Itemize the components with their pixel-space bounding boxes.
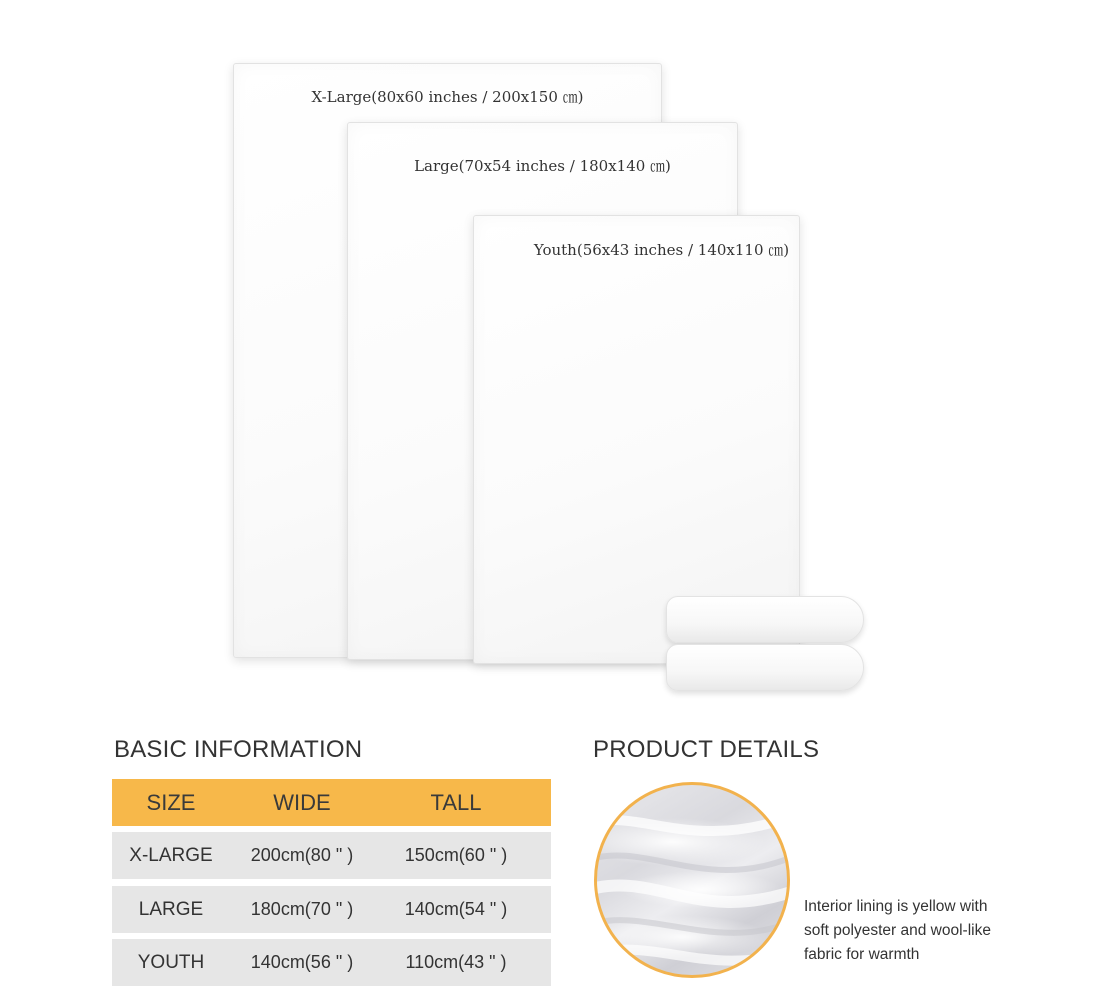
- tall-cell: 150cm(60 " ): [404, 845, 508, 865]
- description-line: fabric for warmth: [804, 946, 920, 963]
- product-details-title: PRODUCT DETAILS: [593, 736, 820, 763]
- size-table-header: [112, 779, 551, 826]
- size-cell: LARGE: [138, 899, 204, 920]
- header-tall: TALL: [430, 790, 482, 815]
- table-row: [112, 832, 551, 879]
- header-wide: WIDE: [273, 790, 331, 815]
- fabric-folds-graphic: [597, 785, 787, 975]
- size-cell: YOUTH: [137, 952, 205, 973]
- tall-cell: 110cm(43 " ): [405, 952, 507, 972]
- fabric-closeup-image: [594, 782, 790, 978]
- blanket-xlarge-label: X-Large(80x60 inches / 200x150 ㎝): [311, 88, 584, 106]
- rolled-blanket-bottom: [666, 644, 864, 691]
- description-line: Interior lining is yellow with: [804, 898, 988, 915]
- blanket-youth-label: Youth(56x43 inches / 140x110 ㎝): [533, 241, 790, 259]
- description-line: soft polyester and wool-like: [804, 922, 991, 939]
- wide-cell: 140cm(56 " ): [250, 952, 354, 972]
- wide-cell: 200cm(80 " ): [250, 845, 354, 865]
- table-row: [112, 939, 551, 986]
- size-cell: X-LARGE: [129, 845, 213, 866]
- rolled-blanket-top: [666, 596, 864, 643]
- wide-cell: 180cm(70 " ): [250, 899, 354, 919]
- basic-information-title: BASIC INFORMATION: [114, 736, 363, 763]
- tall-cell: 140cm(54 " ): [404, 899, 508, 919]
- header-size: SIZE: [146, 790, 196, 815]
- table-row: [112, 886, 551, 933]
- product-details-description: [804, 895, 1024, 967]
- blanket-large-label: Large(70x54 inches / 180x140 ㎝): [414, 157, 671, 175]
